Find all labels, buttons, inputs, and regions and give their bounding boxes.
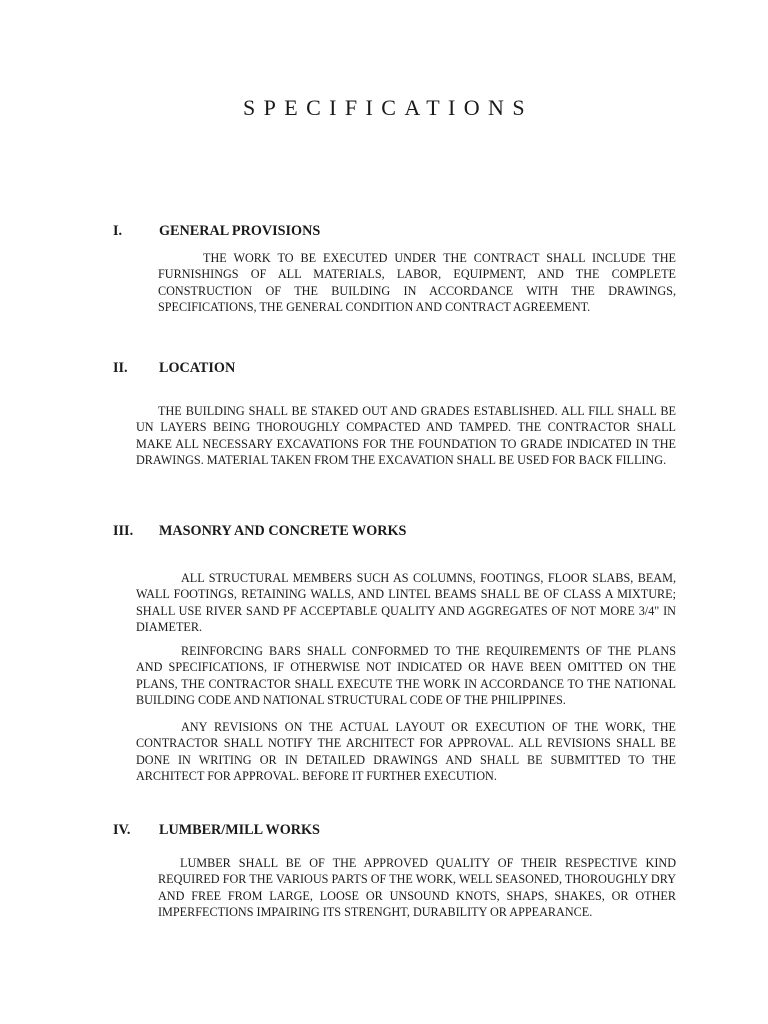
paragraph-location: THE BUILDING SHALL BE STAKED OUT AND GRADES ESTABLISHED. ALL FILL SHALL BE UN LAYERS BEING THOROUGHLY COMPACTED AND TAMPED. THE CONTRACTOR SHALL MAKE ALL NECESSARY EXCAVATIONS FOR THE FOUNDATION TO GRADE INDICATED IN THE DRAWINGS. MATERIAL TAKEN FROM THE EXCAVATION SHALL BE USED FOR BACK FILLING. (136, 404, 676, 468)
section-number: I. (113, 223, 123, 239)
paragraph-general-provisions: THE WORK TO BE EXECUTED UNDER THE CONTRACT SHALL INCLUDE THE FURNISHINGS OF ALL MATERIALS, LABOR, EQUIPMENT, AND THE COMPLETE CONSTRUCTION OF THE BUILDING IN ACCORDANCE WITH THE DRAWINGS, SPECIFICATIONS, THE GENERAL CONDITION AND CONTRACT AGREEMENT. (158, 251, 676, 315)
section-title: LUMBER/MILL WORKS (159, 822, 320, 838)
section-title: LOCATION (159, 360, 236, 376)
paragraph-structural-members: ALL STRUCTURAL MEMBERS SUCH AS COLUMNS, FOOTINGS, FLOOR SLABS, BEAM, WALL FOOTINGS, RETAINING WALLS, AND LINTEL BEAMS SHALL BE OF CLASS A MIXTURE; SHALL USE RIVER SAND PF ACCEPTABLE QUALITY AND AGGREGATES OF NOT MORE 3/4" IN DIAMETER. (136, 571, 676, 635)
section-heading-masonry-concrete (113, 523, 406, 540)
section-number: III. (113, 523, 134, 539)
section-heading-general-provisions (113, 223, 320, 240)
section-heading-lumber-mill-works (113, 822, 320, 839)
section-number: IV. (113, 822, 131, 838)
paragraph-lumber: LUMBER SHALL BE OF THE APPROVED QUALITY OF THEIR RESPECTIVE KIND REQUIRED FOR THE VARIOUS PARTS OF THE WORK, WELL SEASONED, THOROUGHLY DRY AND FREE FROM LARGE, LOOSE OR UNSOUND KNOTS, SHAPS, SHAKES, OR OTHER IMPERFECTIONS IMPAIRING ITS STRENGHT, DURABILITY OR APPEARANCE. (158, 856, 676, 920)
paragraph-revisions: ANY REVISIONS ON THE ACTUAL LAYOUT OR EXECUTION OF THE WORK, THE CONTRACTOR SHALL NOTIFY THE ARCHITECT FOR APPROVAL. ALL REVISIONS SHALL BE DONE IN WRITING OR IN DETAILED DRAWINGS AND SHALL BE SUBMITTED TO THE ARCHITECT FOR APPROVAL. BEFORE IT FURTHER EXECUTION. (136, 720, 676, 784)
section-heading-location (113, 360, 235, 377)
document-title: SPECIFICATIONS (243, 95, 533, 120)
paragraph-reinforcing-bars: REINFORCING BARS SHALL CONFORMED TO THE REQUIREMENTS OF THE PLANS AND SPECIFICATIONS, IF OTHERWISE NOT INDICATED OR HAVE BEEN OMITTED ON THE PLANS, THE CONTRACTOR SHALL EXECUTE THE WORK IN ACCORDANCE TO THE NATIONAL BUILDING CODE AND NATIONAL STRUCTURAL CODE OF THE PHILIPPINES. (136, 644, 676, 708)
section-title: MASONRY AND CONCRETE WORKS (159, 523, 407, 539)
section-title: GENERAL PROVISIONS (159, 223, 321, 239)
section-number: II. (113, 360, 128, 376)
